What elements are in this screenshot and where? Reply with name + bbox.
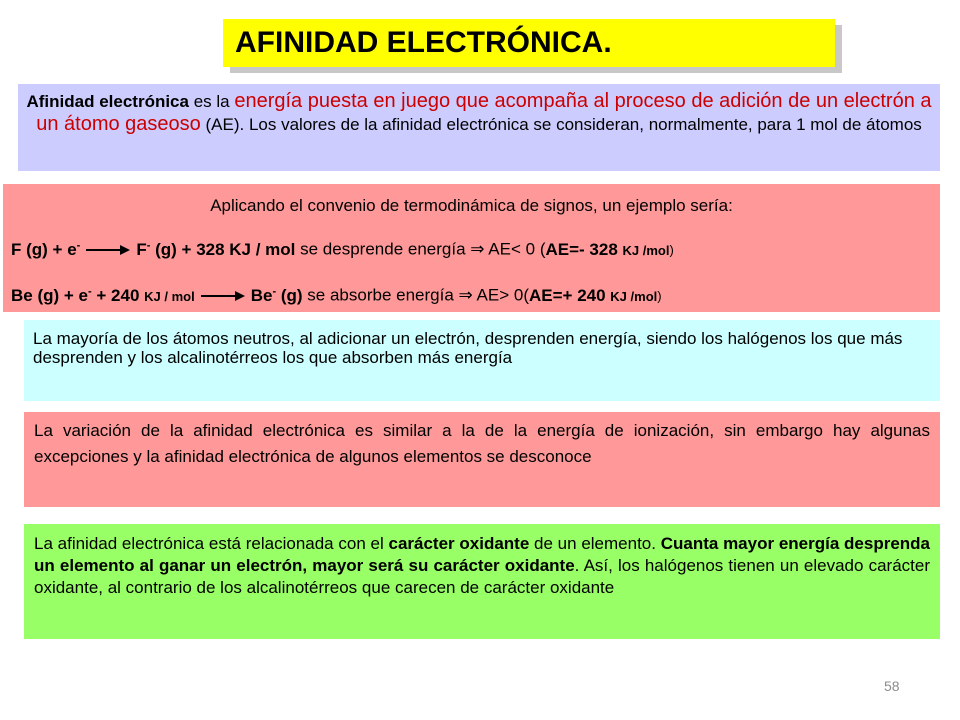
eq1-close: ) bbox=[669, 242, 674, 258]
implies-icon: ⇒ bbox=[458, 285, 473, 305]
eq1-product: F bbox=[136, 239, 147, 259]
eq2-ae: AE bbox=[472, 285, 500, 305]
definition-box bbox=[18, 84, 940, 171]
oxidant-text-1: La afinidad electrónica está relacionada con el bbox=[34, 534, 389, 553]
equation-fluorine bbox=[11, 239, 674, 260]
convention-intro: Aplicando el convenio de termodinámica de signos, un ejemplo sería: bbox=[210, 196, 733, 215]
eq1-reactant: F (g) + e bbox=[11, 239, 77, 259]
eq2-unit: KJ /mol bbox=[610, 288, 658, 304]
variation-note: La variación de la afinidad electrónica es similar a la de la energía de ionización, sin embargo hay algunas excepciones y la afinidad electrónica de algunos elementos se desconoce bbox=[24, 412, 940, 507]
implies-icon: ⇒ bbox=[470, 239, 485, 259]
reaction-arrow-icon bbox=[86, 245, 130, 255]
definition-text-2: (AE). Los valores de la afinidad electrónica se consideran, normalmente, para 1 mol de átomos bbox=[200, 115, 922, 134]
less-than-icon: < bbox=[510, 239, 521, 259]
page-title: AFINIDAD ELECTRÓNICA. bbox=[223, 19, 835, 67]
greater-than-icon: > bbox=[499, 285, 510, 305]
equation-beryllium bbox=[11, 285, 662, 306]
eq2-product-rest: (g) bbox=[276, 285, 303, 305]
definition-text-1: es la bbox=[188, 92, 235, 111]
eq2-ion-charge: - bbox=[272, 285, 277, 297]
oxidant-note bbox=[24, 524, 940, 639]
eq2-product: Be bbox=[250, 285, 273, 305]
oxidant-text-3: . Así, los halógenos tienen un elevado carácter oxidante, al contrario de los alcalinotérreos que carecen de carácter oxidante bbox=[34, 556, 930, 597]
eq1-unit: KJ /mol bbox=[622, 242, 670, 258]
convention-box bbox=[3, 184, 940, 312]
eq2-energy: + 240 bbox=[91, 285, 145, 305]
eq2-unit-a: KJ / mol bbox=[144, 288, 195, 304]
oxidant-bold-2: Cuanta mayor energía desprenda un elemento al ganar un electrón, mayor será su carácter oxidante bbox=[34, 534, 931, 575]
eq1-ae: AE bbox=[484, 239, 511, 259]
majority-note: La mayoría de los átomos neutros, al adicionar un electrón, desprenden energía, siendo los halógenos los que más desprenden y los alcalinotérreos los que absorben más energía bbox=[24, 320, 940, 401]
eq2-value: AE=+ 240 bbox=[529, 285, 611, 305]
oxidant-text-2: de un elemento. bbox=[529, 534, 661, 553]
eq1-text: se desprende energía bbox=[295, 239, 471, 259]
eq2-zero: 0( bbox=[509, 285, 530, 305]
definition-term: Afinidad electrónica bbox=[26, 92, 189, 111]
eq2-close: ) bbox=[657, 288, 662, 304]
eq1-ion-charge: - bbox=[146, 239, 151, 251]
eq2-text: se absorbe energía bbox=[302, 285, 459, 305]
definition-highlight: energía puesta en juego que acompaña al proceso de adición de un electrón a un átomo gaseoso bbox=[36, 90, 932, 135]
eq1-value: AE=- 328 bbox=[545, 239, 623, 259]
eq2-reactant: Be (g) + e bbox=[11, 285, 88, 305]
eq1-electron-charge: - bbox=[76, 239, 81, 251]
eq2-electron-charge: - bbox=[88, 285, 92, 297]
reaction-arrow-icon bbox=[201, 291, 245, 301]
oxidant-bold-1: carácter oxidante bbox=[388, 534, 530, 553]
eq1-product-rest: (g) + 328 KJ / mol bbox=[150, 239, 296, 259]
page-number: 58 bbox=[884, 678, 900, 694]
eq1-zero: 0 ( bbox=[520, 239, 546, 259]
